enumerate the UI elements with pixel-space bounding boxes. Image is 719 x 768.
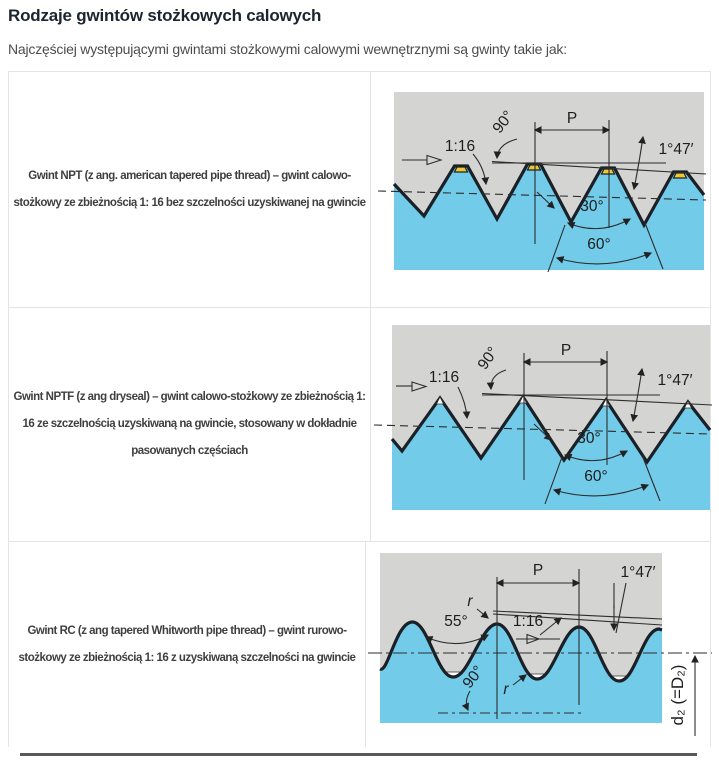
bottom-spacer [8,756,711,760]
article [0,6,719,760]
label-crest-radius: r [467,593,473,610]
table-row-rc [9,542,710,747]
npt-thread-diagram [394,92,704,270]
rc-description-cell [9,542,366,747]
label-taper-angle: 1°47′ [620,564,656,581]
label-taper-ratio: 1:16 [512,613,544,630]
nptf-thread-diagram [392,325,710,510]
nptf-diagram-cell [371,308,710,541]
table-row-nptf [9,308,710,542]
label-thread-angle: 60° [587,236,611,253]
label-right-angle: 90° [489,107,518,137]
table-row-npt [9,72,710,308]
npt-description-cell [9,72,371,307]
rc-thread-diagram [380,553,719,738]
thread-types-table [8,71,711,747]
label-flank-angle: 55° [444,613,468,630]
label-taper-ratio: 1:16 [428,369,460,386]
label-thread-angle: 60° [584,468,608,485]
label-taper-angle: 1°47′ [657,372,693,389]
label-pitch-diameter: d₂ (=D₂) [668,664,687,726]
npt-diagram-cell [371,72,710,307]
label-taper-ratio: 1:16 [444,138,476,155]
label-pitch: P [532,562,544,579]
npt-description: Gwint NPT (z ang. american tapered pipe thread) – gwint calowo-stożkowy ze zbieżnością 1: 16 bez szczelności uzyskiwanej na gwincie [13,169,366,209]
label-right-angle: 90° [474,343,503,373]
label-half-angle: 30° [580,198,604,215]
label-pitch: P [560,342,572,359]
nptf-description: Gwint NPTF (z ang dryseal) – gwint calowo-stożkowy ze zbieżnością 1: 16 ze szczelnością uzyskiwaną na gwincie, stosowany w dokładnie pasowanych częściach [13,391,366,457]
label-taper-angle: 1°47′ [658,141,694,158]
nptf-description-cell [9,308,371,541]
label-half-angle: 30° [577,430,601,447]
label-root-radius: r [503,681,509,698]
rc-diagram-cell [366,542,719,747]
label-pitch: P [566,110,578,127]
rc-description: Gwint RC (z ang tapered Whitworth pipe thread) – gwint rurowo-stożkowy ze zbieżnością 1: 16 z uzyskiwaną szczelności na gwincie [18,624,356,664]
label-right-angle: 90° [459,662,488,692]
page-title: Rodzaje gwintów stożkowych calowych [8,6,322,25]
page-subtitle: Najczęściej występującymi gwintami stożkowymi calowymi wewnętrznymi są gwinty takie jak: [8,41,567,57]
